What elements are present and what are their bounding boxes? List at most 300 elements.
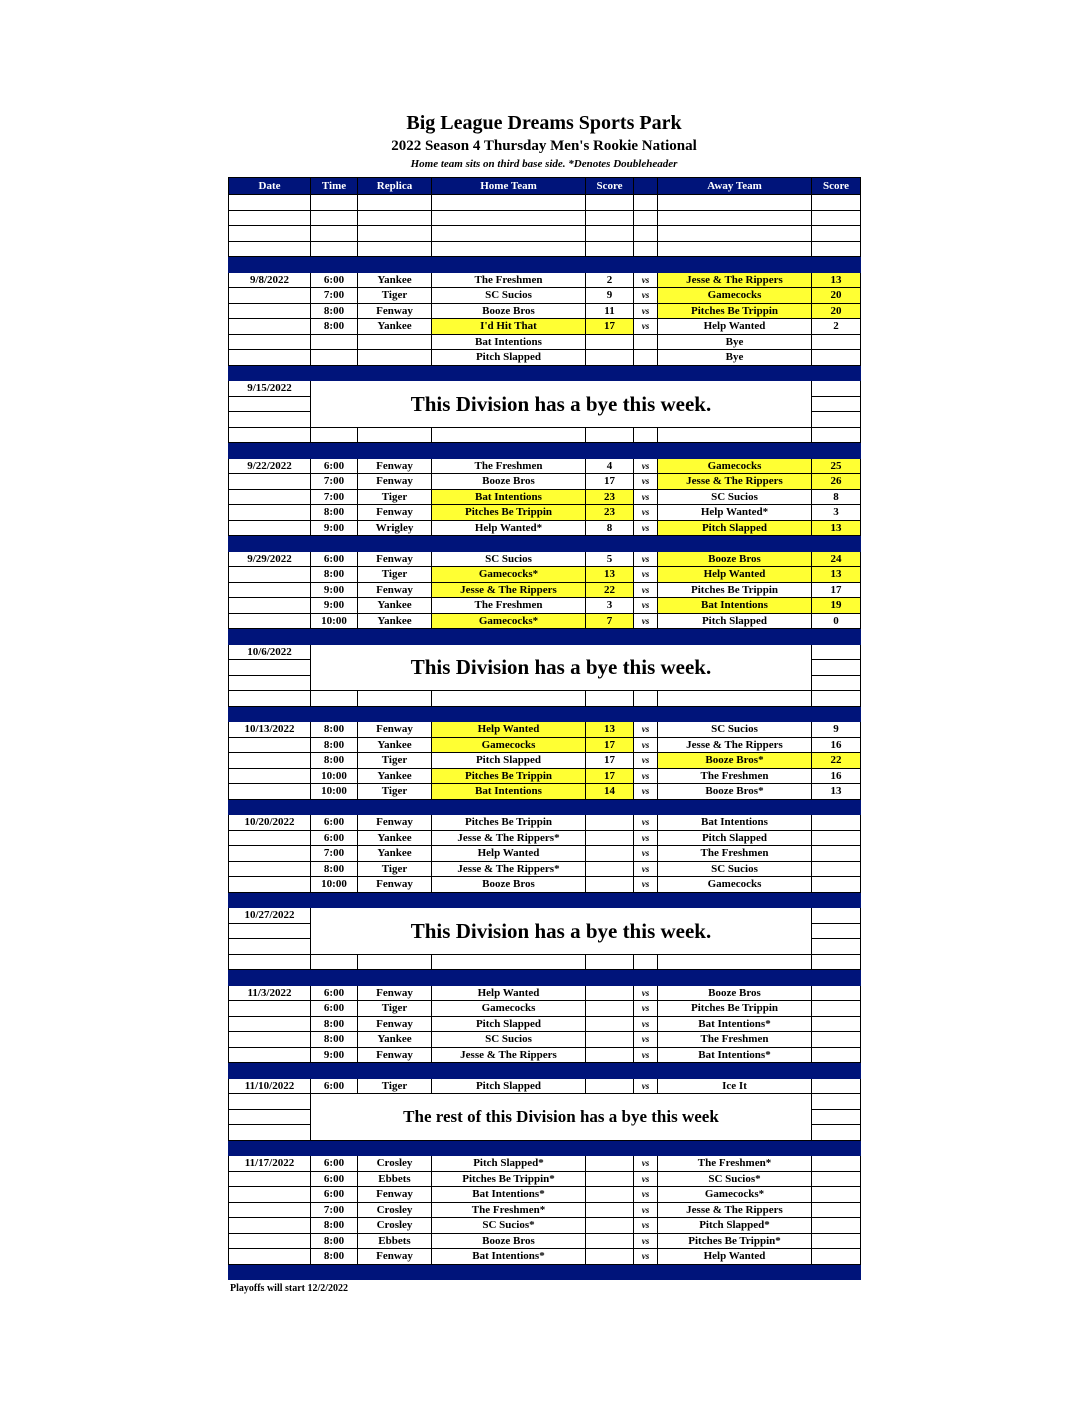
game-time: 6:00	[311, 1156, 358, 1172]
game-row	[229, 1078, 861, 1094]
home-score	[586, 1202, 634, 1218]
game-time: 8:00	[311, 567, 358, 583]
vs-label: vs	[634, 474, 658, 490]
bye-message: The rest of this Division has a bye this week	[311, 1094, 812, 1141]
home-score: 8	[586, 520, 634, 536]
away-team: The Freshmen	[658, 768, 812, 784]
blank-cell	[311, 954, 358, 970]
vs-label: vs	[634, 598, 658, 614]
separator-cell	[812, 1063, 861, 1079]
blank-cell	[358, 691, 432, 707]
away-score: 16	[812, 768, 861, 784]
game-row	[229, 737, 861, 753]
separator-cell	[432, 365, 586, 381]
game-time: 9:00	[311, 598, 358, 614]
game-row	[229, 350, 861, 366]
separator-cell	[586, 257, 634, 273]
game-field: Fenway	[358, 1249, 432, 1265]
game-date	[229, 520, 311, 536]
home-team: The Freshmen	[432, 272, 586, 288]
home-score	[586, 1156, 634, 1172]
away-score	[812, 1218, 861, 1234]
blank-row	[229, 195, 861, 211]
home-score: 2	[586, 272, 634, 288]
game-row	[229, 551, 861, 567]
home-score	[586, 1047, 634, 1063]
game-date: 10/27/2022	[229, 908, 311, 924]
blank-cell	[432, 195, 586, 211]
game-field: Fenway	[358, 458, 432, 474]
home-score	[586, 1032, 634, 1048]
game-field: Fenway	[358, 1187, 432, 1203]
home-score	[586, 1171, 634, 1187]
home-team: Booze Bros	[432, 877, 586, 893]
bye-message: This Division has a bye this week.	[311, 381, 812, 428]
game-date	[229, 412, 311, 428]
game-date: 11/3/2022	[229, 985, 311, 1001]
game-field: Fenway	[358, 551, 432, 567]
vs-label: vs	[634, 272, 658, 288]
home-team: Pitch Slapped	[432, 1016, 586, 1032]
game-date	[229, 1202, 311, 1218]
away-score	[812, 1187, 861, 1203]
home-score: 17	[586, 737, 634, 753]
game-field: Wrigley	[358, 520, 432, 536]
game-date: 9/15/2022	[229, 381, 311, 397]
game-field: Fenway	[358, 877, 432, 893]
column-header: Away Team	[658, 178, 812, 195]
home-score: 3	[586, 598, 634, 614]
blank-cell	[634, 210, 658, 226]
game-time: 7:00	[311, 489, 358, 505]
separator-cell	[658, 629, 812, 645]
separator-cell	[358, 629, 432, 645]
vs-label	[634, 350, 658, 366]
game-date	[229, 1032, 311, 1048]
away-team: Help Wanted*	[658, 505, 812, 521]
away-team: Help Wanted	[658, 1249, 812, 1265]
separator-cell	[432, 257, 586, 273]
separator-cell	[358, 1063, 432, 1079]
separator-cell	[311, 1140, 358, 1156]
separator-cell	[658, 1140, 812, 1156]
column-header: Date	[229, 178, 311, 195]
bye-message: This Division has a bye this week.	[311, 644, 812, 691]
vs-label: vs	[634, 319, 658, 335]
blank-cell	[229, 226, 311, 242]
game-field: Tiger	[358, 861, 432, 877]
away-team: Pitch Slapped	[658, 830, 812, 846]
game-time: 8:00	[311, 1249, 358, 1265]
game-field: Yankee	[358, 830, 432, 846]
game-time: 6:00	[311, 1078, 358, 1094]
home-team: SC Sucios	[432, 1032, 586, 1048]
game-date	[229, 846, 311, 862]
game-time: 8:00	[311, 753, 358, 769]
game-time: 8:00	[311, 303, 358, 319]
away-team: Booze Bros*	[658, 784, 812, 800]
home-score: 17	[586, 474, 634, 490]
blank-cell	[432, 691, 586, 707]
separator-cell	[229, 629, 311, 645]
separator-cell	[432, 892, 586, 908]
game-field: Yankee	[358, 272, 432, 288]
game-row	[229, 1032, 861, 1048]
blank-cell	[634, 226, 658, 242]
separator-cell	[358, 443, 432, 459]
game-date: 10/13/2022	[229, 722, 311, 738]
game-time: 6:00	[311, 1001, 358, 1017]
vs-label: vs	[634, 768, 658, 784]
vs-label: vs	[634, 582, 658, 598]
blank-cell	[812, 939, 861, 955]
away-team: Pitch Slapped*	[658, 1218, 812, 1234]
blank-cell	[634, 241, 658, 257]
game-field: Tiger	[358, 753, 432, 769]
vs-label: vs	[634, 1016, 658, 1032]
home-team: Help Wanted	[432, 985, 586, 1001]
separator-cell	[432, 706, 586, 722]
separator-cell	[634, 365, 658, 381]
blank-cell	[586, 241, 634, 257]
home-team: Gamecocks*	[432, 613, 586, 629]
game-time: 10:00	[311, 613, 358, 629]
game-date	[229, 660, 311, 676]
away-team: Jesse & The Rippers	[658, 1202, 812, 1218]
blank-cell	[311, 210, 358, 226]
separator-cell	[432, 1063, 586, 1079]
column-header: Replica	[358, 178, 432, 195]
away-score: 0	[812, 613, 861, 629]
column-header: Time	[311, 178, 358, 195]
blank-cell	[658, 954, 812, 970]
blank-cell	[812, 675, 861, 691]
page-note: Home team sits on third base side. *Denotes Doubleheader	[410, 158, 678, 170]
home-score	[586, 1187, 634, 1203]
away-score: 25	[812, 458, 861, 474]
blank-cell	[812, 908, 861, 924]
game-date	[229, 1233, 311, 1249]
separator-cell	[658, 1264, 812, 1280]
separator-cell	[432, 536, 586, 552]
game-time: 8:00	[311, 319, 358, 335]
home-team: Jesse & The Rippers*	[432, 830, 586, 846]
table-header	[229, 178, 861, 195]
game-row	[229, 1202, 861, 1218]
separator-cell	[634, 1140, 658, 1156]
page-subtitle: 2022 Season 4 Thursday Men's Rookie National	[391, 138, 697, 154]
separator-cell	[658, 536, 812, 552]
away-team: Pitches Be Trippin	[658, 303, 812, 319]
separator-cell	[586, 629, 634, 645]
blank-cell	[586, 195, 634, 211]
blank-cell	[634, 195, 658, 211]
separator-cell	[432, 799, 586, 815]
separator-cell	[229, 970, 311, 986]
home-team: Booze Bros	[432, 1233, 586, 1249]
away-score: 20	[812, 303, 861, 319]
bye-row	[229, 1094, 861, 1110]
game-row	[229, 830, 861, 846]
home-team: SC Sucios	[432, 551, 586, 567]
away-team: Booze Bros	[658, 985, 812, 1001]
away-score	[812, 334, 861, 350]
home-score	[586, 815, 634, 831]
separator-cell	[658, 970, 812, 986]
bye-row	[229, 691, 861, 707]
home-team: Pitch Slapped	[432, 350, 586, 366]
away-score	[812, 1233, 861, 1249]
away-team: Booze Bros*	[658, 753, 812, 769]
home-team: Pitch Slapped	[432, 753, 586, 769]
game-row	[229, 288, 861, 304]
game-date: 11/17/2022	[229, 1156, 311, 1172]
week-separator	[229, 1140, 861, 1156]
home-team: Bat Intentions*	[432, 1187, 586, 1203]
home-team: Pitches Be Trippin	[432, 768, 586, 784]
bye-row	[229, 908, 861, 924]
game-field: Yankee	[358, 846, 432, 862]
blank-cell	[658, 195, 812, 211]
week-separator	[229, 892, 861, 908]
game-field: Ebbets	[358, 1233, 432, 1249]
blank-cell	[586, 210, 634, 226]
blank-cell	[229, 210, 311, 226]
vs-label: vs	[634, 489, 658, 505]
game-row	[229, 474, 861, 490]
separator-cell	[229, 257, 311, 273]
blank-cell	[432, 226, 586, 242]
vs-label: vs	[634, 1001, 658, 1017]
home-score	[586, 830, 634, 846]
game-date: 9/22/2022	[229, 458, 311, 474]
home-score	[586, 1001, 634, 1017]
game-field: Fenway	[358, 582, 432, 598]
vs-label: vs	[634, 1171, 658, 1187]
separator-cell	[311, 1264, 358, 1280]
away-team: Pitch Slapped	[658, 613, 812, 629]
blank-cell	[634, 427, 658, 443]
away-team: SC Sucios*	[658, 1171, 812, 1187]
week-separator	[229, 365, 861, 381]
game-time	[311, 334, 358, 350]
away-team: Gamecocks	[658, 458, 812, 474]
away-score: 3	[812, 505, 861, 521]
game-date	[229, 1001, 311, 1017]
game-field: Tiger	[358, 288, 432, 304]
game-row	[229, 1156, 861, 1172]
home-score: 23	[586, 489, 634, 505]
away-score	[812, 861, 861, 877]
game-field: Tiger	[358, 1078, 432, 1094]
separator-cell	[586, 365, 634, 381]
separator-cell	[586, 799, 634, 815]
separator-cell	[432, 443, 586, 459]
separator-cell	[658, 892, 812, 908]
away-score: 13	[812, 784, 861, 800]
game-field: Fenway	[358, 722, 432, 738]
blank-cell	[634, 691, 658, 707]
game-row	[229, 1047, 861, 1063]
week-separator	[229, 970, 861, 986]
away-team: Bat Intentions	[658, 598, 812, 614]
game-time: 7:00	[311, 1202, 358, 1218]
home-score: 9	[586, 288, 634, 304]
game-row	[229, 1171, 861, 1187]
game-time: 6:00	[311, 985, 358, 1001]
home-team: Gamecocks	[432, 737, 586, 753]
blank-cell	[358, 210, 432, 226]
away-team: The Freshmen	[658, 1032, 812, 1048]
away-team: Gamecocks	[658, 877, 812, 893]
away-team: Gamecocks	[658, 288, 812, 304]
separator-cell	[229, 365, 311, 381]
game-field: Tiger	[358, 784, 432, 800]
home-team: Pitch Slapped	[432, 1078, 586, 1094]
blank-cell	[812, 396, 861, 412]
blank-cell	[812, 691, 861, 707]
separator-cell	[812, 1140, 861, 1156]
home-team: Jesse & The Rippers*	[432, 861, 586, 877]
game-date	[229, 753, 311, 769]
separator-cell	[586, 1140, 634, 1156]
home-team: The Freshmen	[432, 598, 586, 614]
game-date	[229, 861, 311, 877]
blank-cell	[358, 427, 432, 443]
blank-cell	[658, 226, 812, 242]
game-date	[229, 489, 311, 505]
blank-cell	[658, 210, 812, 226]
vs-label: vs	[634, 520, 658, 536]
home-score	[586, 1218, 634, 1234]
game-time: 8:00	[311, 737, 358, 753]
separator-cell	[586, 892, 634, 908]
game-row	[229, 1218, 861, 1234]
separator-cell	[812, 257, 861, 273]
separator-cell	[311, 257, 358, 273]
blank-cell	[812, 381, 861, 397]
away-team: Gamecocks*	[658, 1187, 812, 1203]
bye-row	[229, 644, 861, 660]
home-team: SC Sucios*	[432, 1218, 586, 1234]
game-row	[229, 768, 861, 784]
blank-cell	[812, 195, 861, 211]
game-time: 8:00	[311, 1016, 358, 1032]
column-header: Home Team	[432, 178, 586, 195]
separator-cell	[634, 1063, 658, 1079]
home-team: The Freshmen	[432, 458, 586, 474]
blank-cell	[358, 195, 432, 211]
away-score	[812, 830, 861, 846]
game-field: Fenway	[358, 1047, 432, 1063]
game-row	[229, 520, 861, 536]
game-field: Fenway	[358, 815, 432, 831]
blank-cell	[358, 954, 432, 970]
separator-cell	[358, 892, 432, 908]
vs-label: vs	[634, 288, 658, 304]
separator-cell	[311, 799, 358, 815]
game-time: 6:00	[311, 1171, 358, 1187]
game-date	[229, 768, 311, 784]
home-team: Help Wanted*	[432, 520, 586, 536]
game-date	[229, 396, 311, 412]
blank-cell	[812, 1125, 861, 1141]
separator-cell	[358, 1264, 432, 1280]
home-team: Booze Bros	[432, 474, 586, 490]
away-score: 13	[812, 567, 861, 583]
vs-label: vs	[634, 458, 658, 474]
away-team: Pitch Slapped	[658, 520, 812, 536]
vs-label: vs	[634, 737, 658, 753]
separator-cell	[229, 443, 311, 459]
home-score: 17	[586, 319, 634, 335]
game-date	[229, 303, 311, 319]
game-time: 8:00	[311, 1218, 358, 1234]
blank-cell	[586, 691, 634, 707]
away-score: 17	[812, 582, 861, 598]
away-team: Pitches Be Trippin*	[658, 1233, 812, 1249]
game-row	[229, 1001, 861, 1017]
blank-row	[229, 226, 861, 242]
vs-label: vs	[634, 613, 658, 629]
separator-cell	[586, 1063, 634, 1079]
away-team: Pitches Be Trippin	[658, 1001, 812, 1017]
game-date	[229, 877, 311, 893]
game-time: 7:00	[311, 288, 358, 304]
game-date	[229, 334, 311, 350]
game-row	[229, 598, 861, 614]
separator-cell	[634, 892, 658, 908]
game-row	[229, 1187, 861, 1203]
away-team: Bye	[658, 334, 812, 350]
game-field: Yankee	[358, 1032, 432, 1048]
home-score: 13	[586, 567, 634, 583]
separator-cell	[311, 1063, 358, 1079]
away-team: Help Wanted	[658, 567, 812, 583]
separator-cell	[634, 706, 658, 722]
separator-cell	[311, 970, 358, 986]
away-score	[812, 846, 861, 862]
week-separator	[229, 1063, 861, 1079]
home-score: 4	[586, 458, 634, 474]
home-team: Bat Intentions	[432, 334, 586, 350]
game-date	[229, 784, 311, 800]
home-team: Bat Intentions	[432, 489, 586, 505]
away-team: Help Wanted	[658, 319, 812, 335]
blank-cell	[311, 226, 358, 242]
home-score: 5	[586, 551, 634, 567]
home-team: Gamecocks	[432, 1001, 586, 1017]
separator-cell	[358, 365, 432, 381]
away-score: 13	[812, 520, 861, 536]
game-row	[229, 489, 861, 505]
game-row	[229, 722, 861, 738]
separator-cell	[229, 1063, 311, 1079]
away-team: Jesse & The Rippers	[658, 474, 812, 490]
game-date: 9/29/2022	[229, 551, 311, 567]
game-row	[229, 458, 861, 474]
away-score	[812, 985, 861, 1001]
home-team: Bat Intentions*	[432, 1249, 586, 1265]
separator-cell	[229, 706, 311, 722]
separator-cell	[586, 1264, 634, 1280]
blank-cell	[812, 427, 861, 443]
separator-cell	[229, 799, 311, 815]
blank-cell	[586, 226, 634, 242]
away-team: SC Sucios	[658, 489, 812, 505]
home-score: 23	[586, 505, 634, 521]
blank-cell	[658, 691, 812, 707]
